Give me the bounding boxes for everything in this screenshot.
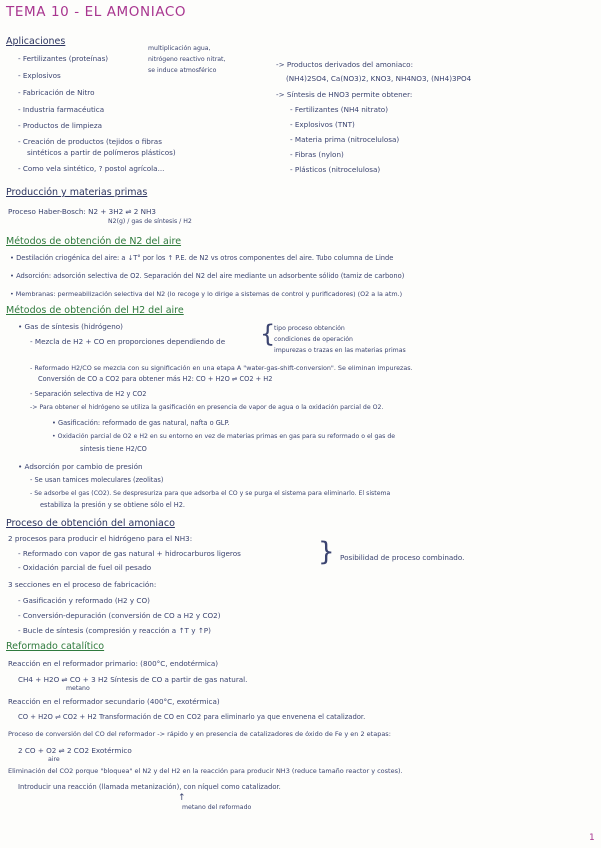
annotation: multiplicación agua, — [148, 45, 211, 52]
annotation: tipo proceso obtención — [274, 325, 345, 332]
list-item: sintéticos a partir de polímeros plásticos) — [27, 148, 176, 157]
list-item: - Fabricación de Nitro — [18, 88, 95, 97]
brace: { — [260, 320, 276, 348]
eliminacion-line: Eliminación del CO2 porque "bloquea" el N2 y del H2 en la reacción para producir NH3 (reduce tamaño reactor y costes). — [8, 767, 403, 775]
list-item: - Como vela sintético, ? postol agrícola... — [18, 164, 165, 173]
annotation: metano del reformado — [182, 804, 252, 811]
list-item: - Oxidación parcial de fuel oil pesado — [18, 563, 152, 572]
annotation: aire — [48, 756, 60, 763]
list-item: - Explosivos (TNT) — [290, 120, 355, 129]
proceso-heading: Proceso de obtención del amoniaco — [6, 518, 175, 529]
list-item: - Fertilizantes (proteínas) — [18, 54, 109, 63]
annotation: impurezas o trazas en las materias primas — [274, 347, 406, 354]
list-item: - Fertilizantes (NH4 nitrato) — [290, 105, 388, 114]
annotation: se induce atmosférico — [148, 67, 217, 74]
secundario-equation: CO + H2O ⇌ CO2 + H2 Transformación de CO en CO2 para eliminarlo ya que envenena el catalizador. — [18, 713, 366, 721]
list-item: • Destilación criogénica del aire: a ↓T° por los ↑ P.E. de N2 vs otros componentes del aire. Tubo columna de Linde — [10, 254, 394, 262]
haber-bosch-line: Proceso Haber-Bosch: N2 + 3H2 ⇌ 2 NH3 — [8, 207, 157, 216]
list-item: - Separación selectiva de H2 y CO2 — [30, 390, 147, 398]
list-item: - Conversión-depuración (conversión de CO a H2 y CO2) — [18, 611, 221, 620]
sintesis-heading: -> Síntesis de HNO3 permite obtener: — [276, 90, 413, 99]
list-item: - Productos de limpieza — [18, 121, 103, 130]
secundario-heading: Reacción en el reformador secundario (400°C, exotérmica) — [8, 697, 220, 706]
secciones-heading: 3 secciones en el proceso de fabricación: — [8, 580, 157, 589]
derivados-formula: (NH4)2SO4, Ca(NO3)2, KNO3, NH4NO3, (NH4)3PO4 — [286, 74, 472, 83]
list-item: - Fibras (nylon) — [290, 150, 344, 159]
page-number: 1 — [589, 833, 595, 843]
list-item: - Creación de productos (tejidos o fibras — [18, 137, 162, 146]
aplicaciones-heading: Aplicaciones — [6, 36, 66, 47]
list-item: - Explosivos — [18, 71, 61, 80]
list-item: - Materia prima (nitrocelulosa) — [290, 135, 400, 144]
list-item: • Membranas: permeabilización selectiva del N2 (lo recoge y lo dirige a sistemas de control y purificadores) (O2 a la atm.) — [10, 290, 403, 298]
brace-note: Posibilidad de proceso combinado. — [340, 553, 465, 562]
list-item: Conversión de CO a CO2 para obtener más H2: CO + H2O ⇌ CO2 + H2 — [38, 375, 273, 383]
derivados-heading: -> Productos derivados del amoniaco: — [276, 60, 413, 69]
list-item: - Industria farmacéutica — [18, 105, 105, 114]
list-item: - Gasificación y reformado (H2 y CO) — [18, 596, 150, 605]
reformado-heading: Reformado catalítico — [6, 641, 105, 652]
list-item: síntesis tiene H2/CO — [80, 445, 147, 453]
obtencion-n2-heading: Métodos de obtención de N2 del aire — [6, 236, 182, 247]
brace: } — [318, 537, 335, 567]
list-item: -> Para obtener el hidrógeno se utiliza la gasificación en presencia de vapor de agua o la oxidación parcial de O2. — [30, 404, 384, 411]
conversion-equation: 2 CO + O2 ⇌ 2 CO2 Exotérmico — [18, 746, 132, 755]
list-item: • Adsorción: adsorción selectiva de O2. Separación del N2 del aire mediante un adsorbente sólido (tamiz de carbono) — [10, 272, 405, 280]
proceso-intro: 2 procesos para producir el hidrógeno para el NH3: — [8, 534, 193, 543]
list-item: • Gasificación: reformado de gas natural, nafta o GLP. — [52, 419, 230, 427]
arrow-up-icon: ↑ — [178, 793, 186, 803]
list-item: • Gas de síntesis (hidrógeno) — [18, 322, 123, 331]
annotation: nitrógeno reactivo nitrat, — [148, 56, 226, 63]
list-item: - Plásticos (nitrocelulosa) — [290, 165, 381, 174]
introduce-line: Introducir una reacción (llamada metanización), con níquel como catalizador. — [18, 783, 281, 791]
primario-heading: Reacción en el reformador primario: (800°C, endotérmica) — [8, 659, 219, 668]
page-title: TEMA 10 - EL AMONIACO — [6, 4, 187, 20]
list-item: - Bucle de síntesis (compresión y reacción a ↑T y ↑P) — [18, 626, 211, 635]
list-item: • Oxidación parcial de O2 e H2 en su entorno en vez de materias primas en gas para su reformado o el gas de — [52, 433, 396, 440]
list-item: - Se usan tamices moleculares (zeolitas) — [30, 476, 164, 484]
annotation: metano — [66, 685, 90, 692]
list-item: - Reformado con vapor de gas natural + hidrocarburos ligeros — [18, 549, 241, 558]
annotation: N2(g) / gas de síntesis / H2 — [108, 218, 192, 225]
list-item: • Adsorción por cambio de presión — [18, 462, 143, 471]
list-item: - Se adsorbe el gas (CO2). Se despresuriza para que adsorba el CO y se purga el sistema para eliminarlo. El sistema — [30, 490, 391, 497]
primario-equation: CH4 + H2O ⇌ CO + 3 H2 Síntesis de CO a partir de gas natural. — [18, 675, 248, 684]
annotation: condiciones de operación — [274, 336, 353, 343]
list-item: - Mezcla de H2 + CO en proporciones dependiendo de — [30, 337, 226, 346]
list-item: estabiliza la presión y se obtiene sólo el H2. — [40, 501, 186, 509]
obtencion-h2-heading: Métodos de obtención del H2 del aire — [6, 305, 184, 316]
conversion-line: Proceso de conversión del CO del reformador -> rápido y en presencia de catalizadores de óxido de Fe y en 2 etapas: — [8, 730, 391, 738]
list-item: - Reformado H2/CO se mezcla con su significación en una etapa A "water-gas-shift-conversion". Se eliminan impurezas. — [30, 364, 413, 372]
produccion-heading: Producción y materias primas — [6, 187, 148, 198]
